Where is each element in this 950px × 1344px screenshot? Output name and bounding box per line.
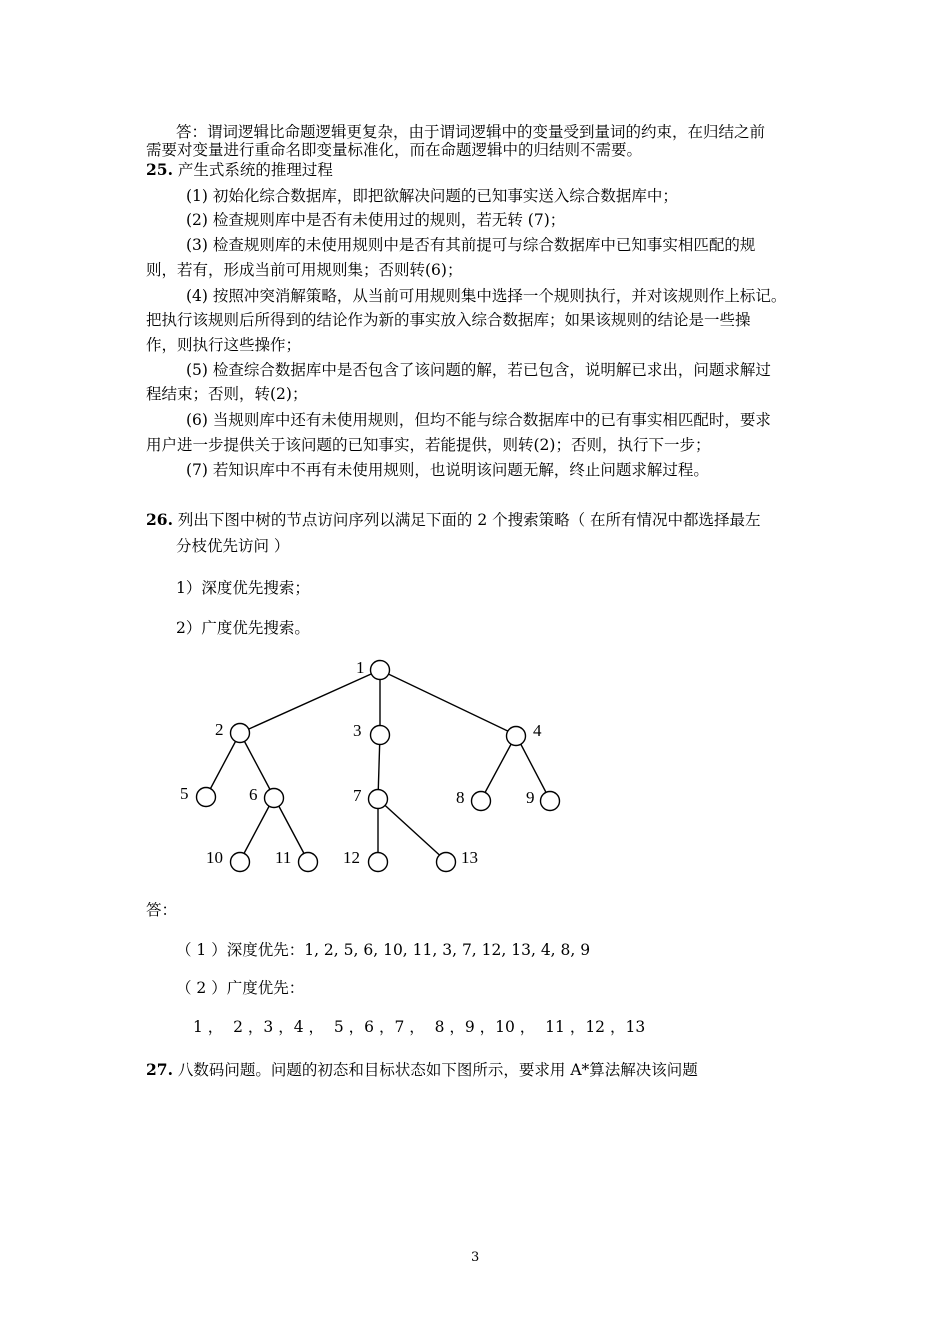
q24-answer-line-2: 需要对变量进行重命名即变量标准化，而在命题逻辑中的归结则不需要。 xyxy=(146,141,643,159)
edge-4-8 xyxy=(481,735,516,800)
node-7 xyxy=(369,790,388,809)
q25-line: (2) 检查规则库中是否有未使用过的规则，若无转 (7)； xyxy=(186,211,566,229)
tree-edges xyxy=(206,670,550,861)
q25-line: 程结束；否则，转(2)； xyxy=(146,385,308,403)
q26-option-1: 1）深度优先搜索； xyxy=(176,579,310,597)
node-3 xyxy=(371,726,390,745)
node-13 xyxy=(437,853,456,872)
q26-answer-2: 1 ， 2 ，3 ，4 ， 5 ，6 ，7 ， 8 ，9 ，10 ， 11 ，12 ，13 xyxy=(193,1018,646,1036)
q25-line: (6) 当规则库中还有未使用规则，但均不能与综合数据库中的已有事实相匹配时，要求 xyxy=(186,411,771,429)
q27-title: 八数码问题。问题的初态和目标状态如下图所示，要求用 A*算法解决该问题 xyxy=(177,1061,698,1079)
node-label: 10 xyxy=(206,848,223,867)
edge-7-13 xyxy=(378,799,446,861)
q26-title-line-1: 列出下图中树的节点访问序列以满足下面的 2 个搜索策略（ 在所有情况中都选择最左 xyxy=(177,511,761,529)
q25-title: 产生式系统的推理过程 xyxy=(177,161,333,179)
node-label: 4 xyxy=(533,721,542,740)
q26-heading xyxy=(146,510,761,530)
node-2 xyxy=(231,724,250,743)
page-number: 3 xyxy=(471,1250,480,1265)
node-label: 7 xyxy=(353,786,362,805)
q25-number: 25. xyxy=(146,160,173,179)
node-label: 3 xyxy=(353,721,362,740)
node-9 xyxy=(541,792,560,811)
tree-labels xyxy=(180,658,542,867)
q25-line: (5) 检查综合数据库中是否包含了该问题的解，若已包含，说明解已求出，问题求解过 xyxy=(186,361,771,379)
q24-answer-line-1: 答：谓词逻辑比命题逻辑更复杂，由于谓词逻辑中的变量受到量词的约束，在归结之前 xyxy=(176,123,766,141)
node-label: 2 xyxy=(215,720,224,739)
q25-line: 作，则执行这些操作； xyxy=(146,336,302,354)
node-10 xyxy=(231,853,250,872)
edge-2-5 xyxy=(206,733,240,797)
node-6 xyxy=(265,789,284,808)
q25-line: 用户进一步提供关于该问题的已知事实，若能提供，则转(2)；否则，执行下一步； xyxy=(146,436,711,454)
q25-line: (3) 检查规则库的未使用规则中是否有其前提可与综合数据库中已知事实相匹配的规 xyxy=(186,236,756,254)
q26-answer-label: 答： xyxy=(146,901,178,919)
q25-line: (7) 若知识库中不再有未使用规则，也说明该问题无解，终止问题求解过程。 xyxy=(186,461,709,479)
node-11 xyxy=(299,853,318,872)
node-8 xyxy=(472,792,491,811)
node-label: 13 xyxy=(461,848,478,867)
q25-line: (4) 按照冲突消解策略，从当前可用规则集中选择一个规则执行，并对该规则作上标记。 xyxy=(186,287,787,305)
q26-answer-2-label: （ 2 ）广度优先： xyxy=(176,979,305,997)
node-label: 1 xyxy=(356,658,365,677)
q25-line: 把执行该规则后所得到的结论作为新的事实放入综合数据库；如果该规则的结论是一些操 xyxy=(146,311,751,329)
node-label: 11 xyxy=(275,848,292,867)
node-label: 12 xyxy=(343,848,360,867)
node-label: 9 xyxy=(526,788,535,807)
q27-heading xyxy=(146,1060,698,1080)
node-label: 5 xyxy=(180,784,189,803)
q26-number: 26. xyxy=(146,510,173,529)
q27-number: 27. xyxy=(146,1060,173,1079)
q25-line: (1) 初始化综合数据库，即把欲解决问题的已知事实送入综合数据库中； xyxy=(186,187,678,205)
q26-option-2: 2）广度优先搜索。 xyxy=(176,619,310,637)
node-label: 8 xyxy=(456,788,465,807)
q26-title-line-2: 分枝优先访问 ） xyxy=(176,537,290,555)
q25-heading xyxy=(146,160,333,180)
node-1 xyxy=(371,661,390,680)
q26-answer-1: （ 1 ）深度优先：1, 2, 5, 6, 10, 11, 3, 7, 12, 13, 4, 8, 9 xyxy=(176,941,591,959)
node-label: 6 xyxy=(249,785,258,804)
node-12 xyxy=(369,853,388,872)
tree-svg xyxy=(170,650,590,880)
edge-1-4 xyxy=(380,670,516,735)
q25-line: 则，若有，形成当前可用规则集；否则转(6)； xyxy=(146,261,463,279)
node-4 xyxy=(507,727,526,746)
search-tree-diagram xyxy=(170,650,590,880)
node-5 xyxy=(197,788,216,807)
